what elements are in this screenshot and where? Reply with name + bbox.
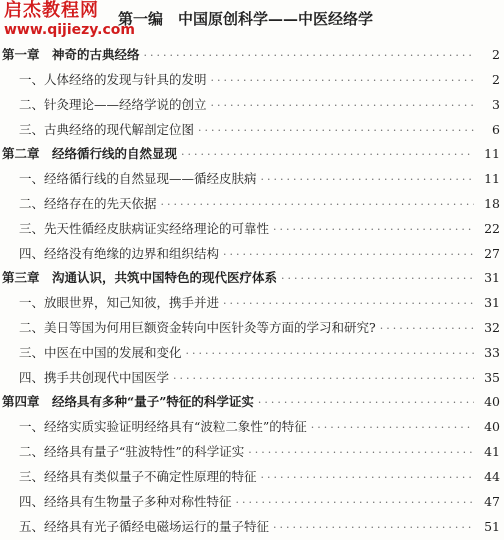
toc-section[interactable]: [0, 241, 504, 266]
section-title: 一、经络循行线的自然显现——循经皮肤病: [19, 171, 257, 186]
page-number: 33: [484, 345, 500, 360]
page-number: 11: [484, 146, 500, 161]
section-title: 二、经络存在的先天依据: [19, 196, 157, 211]
page-number: 41: [484, 444, 500, 459]
toc-section[interactable]: [0, 191, 504, 216]
page-number: 31: [484, 295, 500, 310]
toc-chapter[interactable]: [0, 142, 504, 166]
dot-leader: [223, 291, 474, 316]
page-number: 22: [484, 221, 500, 236]
section-title: 二、美日等国为何用巨额资金转向中医针灸等方面的学习和研究?: [19, 320, 376, 335]
page-number: 31: [484, 270, 500, 285]
toc-chapter[interactable]: [0, 390, 504, 414]
toc-section[interactable]: [0, 92, 504, 117]
dot-leader: [273, 217, 474, 242]
dot-leader: [173, 366, 474, 391]
part-title: 第一编 中国原创科学——中医经络学: [118, 10, 374, 28]
section-title: 一、放眼世界，知己知彼，携手并进: [19, 295, 220, 310]
page-number: 40: [484, 394, 500, 409]
dot-leader: [236, 490, 474, 515]
chapter-title: 第三章 沟通认识，共筑中国特色的现代医疗体系: [2, 270, 278, 285]
dot-leader: [281, 267, 474, 291]
toc-section[interactable]: [0, 315, 504, 340]
toc-section[interactable]: [0, 290, 504, 315]
page-number: 3: [492, 97, 500, 112]
dot-leader: [161, 192, 474, 217]
page-number: 32: [484, 320, 500, 335]
page-number: 18: [484, 196, 500, 211]
toc-section[interactable]: [0, 166, 504, 191]
page-number: 2: [492, 47, 500, 62]
dot-leader: [311, 415, 474, 440]
section-title: 四、携手共创现代中国医学: [19, 370, 170, 385]
page-number: 2: [492, 72, 500, 87]
section-title: 三、经络具有类似量子不确定性原理的特征: [19, 469, 257, 484]
chapter-title: 第二章 经络循行线的自然显现: [2, 146, 178, 161]
toc-section[interactable]: [0, 340, 504, 365]
dot-leader: [181, 143, 474, 167]
toc-chapter[interactable]: [0, 43, 504, 67]
dot-leader: [380, 316, 474, 341]
page-number: 51: [484, 519, 500, 534]
section-title: 四、经络具有生物量子多种对称性特征: [19, 494, 232, 509]
toc-section[interactable]: [0, 414, 504, 439]
dot-leader: [248, 440, 474, 465]
table-of-contents: [0, 43, 504, 539]
section-title: 一、经络实质实验证明经络具有“波粒二象性”的特征: [19, 419, 307, 434]
toc-section[interactable]: [0, 117, 504, 142]
page-number: 40: [484, 419, 500, 434]
dot-leader: [211, 68, 474, 93]
page-number: 47: [484, 494, 500, 509]
chapter-title: 第一章 神奇的古典经络: [2, 47, 140, 62]
dot-leader: [261, 465, 474, 490]
toc-section[interactable]: [0, 365, 504, 390]
page-number: 11: [484, 171, 500, 186]
watermark-site-name: 启杰教程网: [4, 0, 99, 21]
dot-leader: [144, 44, 474, 68]
toc-section[interactable]: [0, 439, 504, 464]
section-title: 一、人体经络的发现与针具的发明: [19, 72, 207, 87]
chapter-title: 第四章 经络具有多种“量子”特征的科学证实: [2, 394, 254, 409]
dot-leader: [186, 341, 474, 366]
section-title: 五、经络具有光子循经电磁场运行的量子特征: [19, 519, 270, 534]
toc-section[interactable]: [0, 489, 504, 514]
section-title: 三、古典经络的现代解剖定位图: [19, 122, 195, 137]
toc-section[interactable]: [0, 67, 504, 92]
section-title: 三、先天性循经皮肤病证实经络理论的可靠性: [19, 221, 270, 236]
page-number: 35: [484, 370, 500, 385]
dot-leader: [258, 391, 474, 415]
toc-section[interactable]: [0, 464, 504, 489]
page-number: 27: [484, 246, 500, 261]
dot-leader: [198, 118, 474, 143]
page-number: 6: [492, 122, 500, 137]
section-title: 二、经络具有量子“驻波特性”的科学证实: [19, 444, 245, 459]
page-number: 44: [484, 469, 500, 484]
section-title: 三、中医在中国的发展和变化: [19, 345, 182, 360]
dot-leader: [223, 242, 474, 267]
section-title: 二、针灸理论——经络学说的创立: [19, 97, 207, 112]
dot-leader: [211, 93, 474, 118]
toc-section[interactable]: [0, 216, 504, 241]
toc-section[interactable]: [0, 514, 504, 539]
toc-chapter[interactable]: [0, 266, 504, 290]
site-watermark: [4, 2, 135, 37]
section-title: 四、经络没有绝缘的边界和组织结构: [19, 246, 220, 261]
dot-leader: [261, 167, 474, 192]
watermark-url: www.qijiezy.com: [4, 22, 135, 38]
